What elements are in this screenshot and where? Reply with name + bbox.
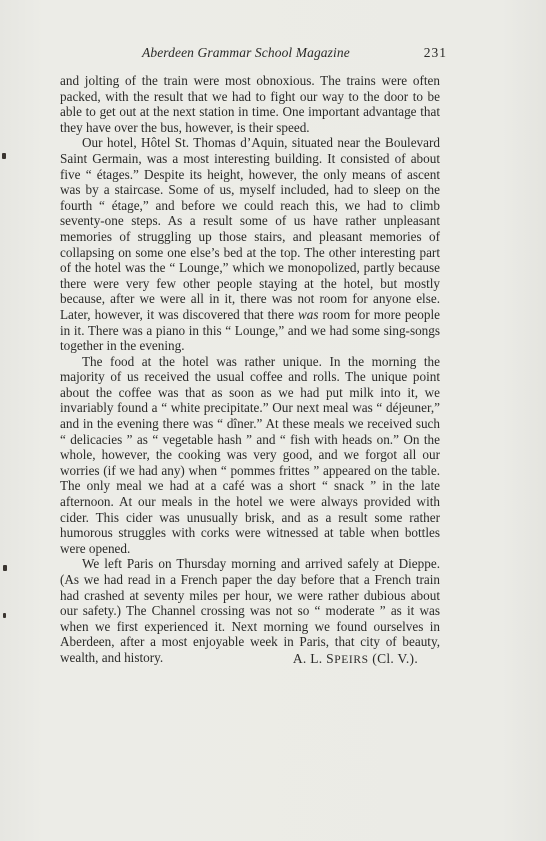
page-number: 231 [423, 45, 447, 60]
paragraph-trains: and jolting of the train were most obnoxious. The trains were often packed, with the result that we had to fight our way to the door to be able to get out at the next station in time. One important advantage that they have over the bus, however, is their speed. [60, 73, 440, 135]
binding-mark [3, 565, 7, 571]
author-surname: SPEIRS [326, 651, 369, 666]
running-head [60, 45, 447, 65]
author-initials: A. L. [292, 651, 323, 666]
binding-mark [2, 153, 6, 159]
paragraph-hotel: Our hotel, Hôtel St. Thomas d’Aquin, situated near the Boulevard Saint Germain, was a most interesting building. It consisted of about five “ étages.” Despite its height, however, the only means of ascent was by a staircase. Some of us, myself included, had to sleep on the fourth “ étage,” and before we could reach this, we had to climb seventy-one steps. As a result some of us have rather unpleasant memories of struggling up those stairs, and pleasant memories of collapsing on some one else’s bed at the top. The other interesting part of the hotel was the “ Lounge,” which we monopolized, partly because there were very few other people staying at the hotel, but mostly because, after we were all in it, there was not room for anyone else. Later, however, it was discovered that there was room for more people in it. There was a piano in this “ Lounge,” and we had some sing-songs together in the evening. [60, 135, 440, 354]
article-body [60, 73, 440, 666]
author-signature [293, 651, 418, 667]
author-class: (Cl. V.). [372, 651, 418, 666]
magazine-title: Aberdeen Grammar School Magazine [142, 45, 350, 60]
paragraph-return: We left Paris on Thursday morning and arrived safely at Dieppe. (As we had read in a French paper the day before that a French train had crashed at seventy miles per hour, we were rather dubious about our safety.) The Channel crossing was not so “ moderate ” as it was when we first experienced it. Next morning we found ourselves in Aberdeen, after a most enjoyable week in Paris, that city of beauty, wealth, and history. [60, 556, 440, 665]
binding-mark [3, 613, 6, 618]
paragraph-food: The food at the hotel was rather unique. In the morning the majority of us received the usual coffee and rolls. The unique point about the coffee was that as soon as we had put milk into it, we invariably found a “ white precipitate.” Our next meal was “ déjeuner,” and in the evening there was “ dîner.” At these meals we received such “ delicacies ” as “ vegetable hash ” and “ fish with heads on.” On the whole, however, the cooking was very good, and we forgot all our worries (if we had any) when “ pommes frittes ” appeared on the table. The only meal we had at a café was a short “ snack ” in the late afternoon. At our meals in the hotel we were always provided with cider. This cider was unusually brisk, and as a result some rather humorous struggles with corks were witnessed at table when bottles were opened. [60, 353, 440, 556]
